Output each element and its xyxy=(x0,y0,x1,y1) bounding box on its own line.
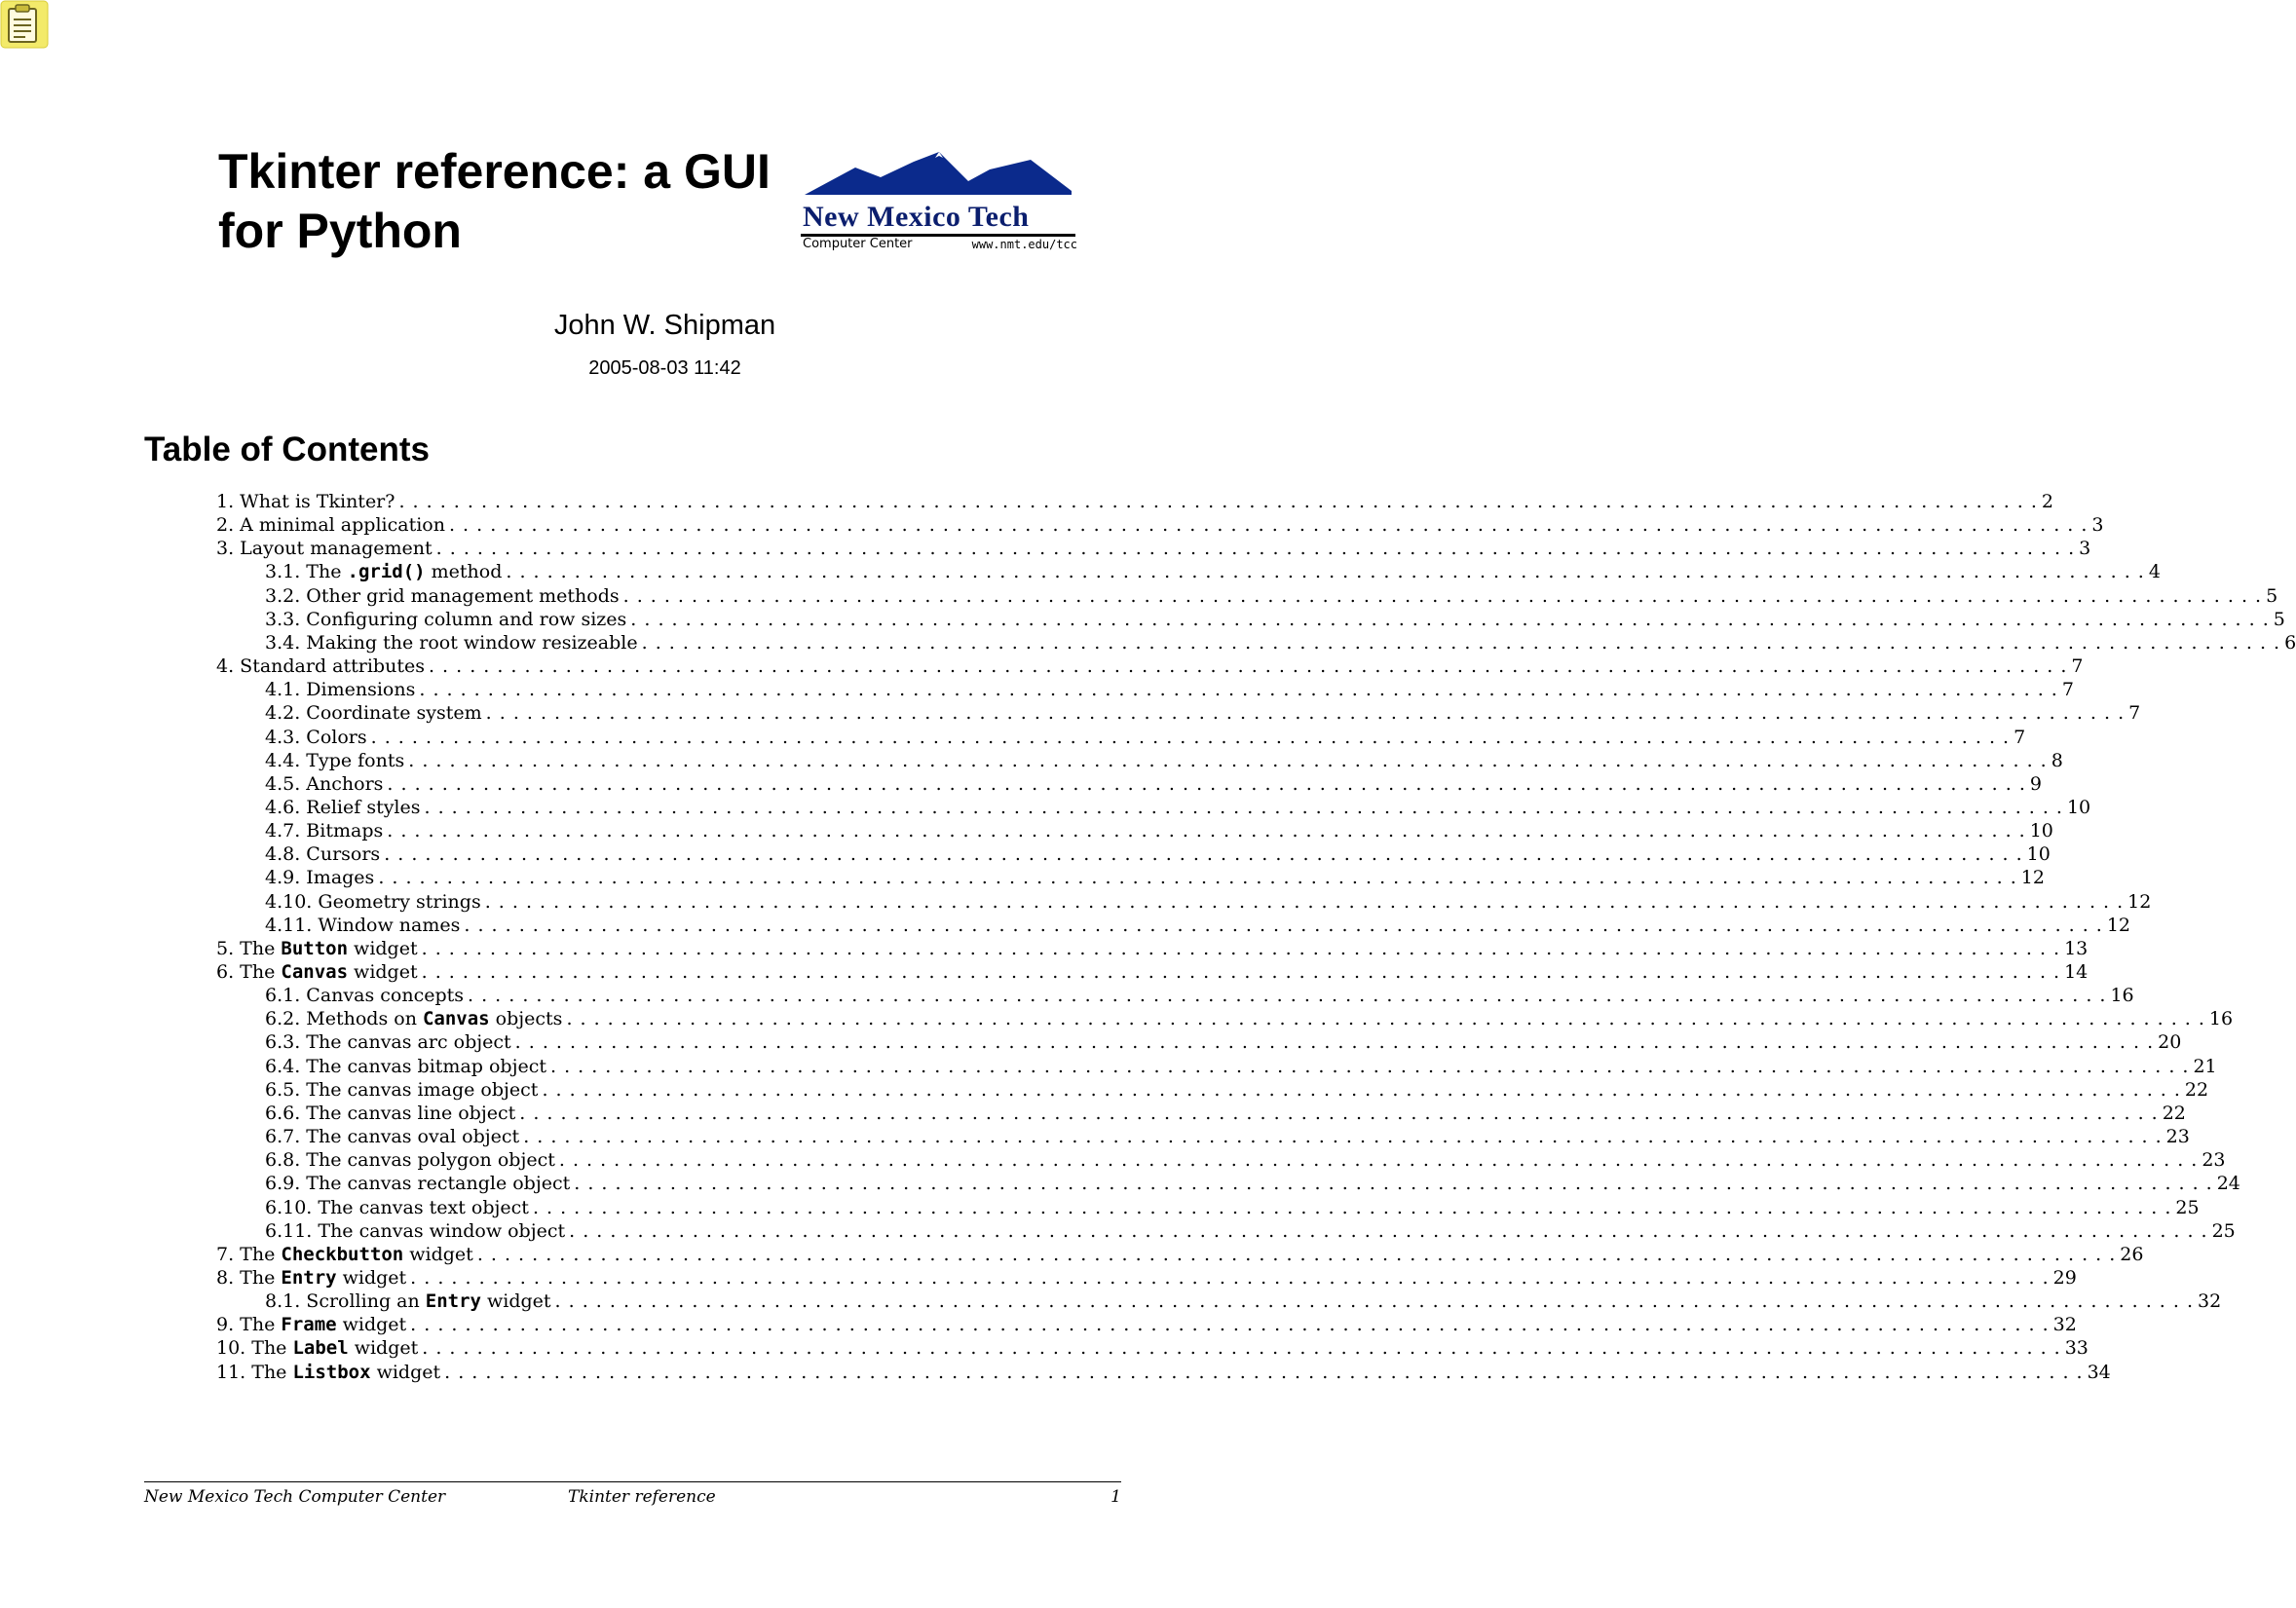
toc-entry-number: 4.6. xyxy=(265,797,307,818)
toc-entry-label xyxy=(216,1361,440,1384)
toc-entry-text: The xyxy=(306,561,348,582)
footer-divider xyxy=(144,1481,1121,1482)
toc-page-number: 23 xyxy=(2202,1149,2226,1171)
toc-entry-text: Standard attributes xyxy=(240,655,425,677)
toc-entry[interactable] xyxy=(265,608,2285,631)
toc-entry-number: 3. xyxy=(216,538,241,559)
toc-entry[interactable] xyxy=(265,772,2042,796)
nmt-logo xyxy=(797,152,1079,253)
toc-entry-text: Making the root window resizeable xyxy=(306,632,638,654)
toc-page-number: 12 xyxy=(2127,891,2152,913)
toc-entry[interactable] xyxy=(265,1055,2217,1078)
toc-entry-label xyxy=(265,584,620,608)
title-line-1: Tkinter reference: a GUI xyxy=(218,144,771,199)
toc-entry-number: 4.4. xyxy=(265,750,307,771)
toc-leader-dots: . . . . . . . . . . . . . . . . . . . . . . . . . . . . . . . . . . . . . . . . . . . . . . . . . . . . . . . . . . . . . . . . . . . . . . . . . . . . . . . . . . . . . . . . . . . . . . . . . . . . . . . . . . . . . . . . . . . . . . . . xyxy=(370,727,2011,748)
toc-page-number: 7 xyxy=(2128,702,2141,724)
toc-entry[interactable] xyxy=(265,1030,2182,1054)
toc-leader-dots: . . . . . . . . . . . . . . . . . . . . . . . . . . . . . . . . . . . . . . . . . . . . . . . . . . . . . . . . . . . . . . . . . . . . . . . . . . . . . . . . . . . . . . . . . . . . . . . . . . . . . . . . . . . . . . . . . . . . . . . . xyxy=(378,867,2017,888)
toc-page-number: 23 xyxy=(2165,1126,2190,1147)
toc-entry-label xyxy=(265,726,367,749)
toc-entry-text: The canvas image object xyxy=(306,1079,539,1101)
toc-entry-text: Scrolling an xyxy=(306,1290,426,1312)
toc-leader-dots: . . . . . . . . . . . . . . . . . . . . . . . . . . . . . . . . . . . . . . . . . . . . . . . . . . . . . . . . . . . . . . . . . . . . . . . . . . . . . . . . . . . . . . . . . . . . . . . . . . . . . . . . . . . . . . . . . . . . . . . . xyxy=(435,538,2076,559)
toc-entry-text: widget xyxy=(480,1290,551,1312)
toc-page-number: 6 xyxy=(2284,632,2296,654)
toc-entry-label xyxy=(216,513,445,537)
toc-entry-text: The xyxy=(240,1244,282,1265)
toc-entry-text: The xyxy=(251,1362,293,1383)
toc-entry-number: 3.3. xyxy=(265,609,307,630)
toc-entry[interactable] xyxy=(265,631,2296,654)
toc-entry-number: 7. xyxy=(216,1244,241,1265)
toc-entry-number: 5. xyxy=(216,938,241,959)
toc-entry-text: Layout management xyxy=(240,538,433,559)
toc-entry-code: Label xyxy=(292,1337,349,1359)
toc-leader-dots: . . . . . . . . . . . . . . . . . . . . . . . . . . . . . . . . . . . . . . . . . . . . . . . . . . . . . . . . . . . . . . . . . . . . . . . . . . . . . . . . . . . . . . . . . . . . . . . . . . . . . . . . . . . . . . . . . . . . . . . . xyxy=(428,655,2068,677)
toc-entry[interactable] xyxy=(265,866,2045,889)
toc-page-number: 29 xyxy=(2052,1267,2077,1289)
toc-entry-label xyxy=(265,1219,565,1243)
toc-leader-dots: . . . . . . . . . . . . . . . . . . . . . . . . . . . . . . . . . . . . . . . . . . . . . . . . . . . . . . . . . . . . . . . . . . . . . . . . . . . . . . . . . . . . . . . . . . . . . . . . . . . . . . . . . . . . . . . . . . . . . . . . xyxy=(574,1173,2213,1194)
toc-entry-number: 6.9. xyxy=(265,1173,307,1194)
toc-entry[interactable] xyxy=(216,1361,2111,1384)
toc-leader-dots: . . . . . . . . . . . . . . . . . . . . . . . . . . . . . . . . . . . . . . . . . . . . . . . . . . . . . . . . . . . . . . . . . . . . . . . . . . . . . . . . . . . . . . . . . . . . . . . . . . . . . . . . . . . . . . . . . . . . . . . . xyxy=(464,915,2103,936)
toc-leader-dots: . . . . . . . . . . . . . . . . . . . . . . . . . . . . . . . . . . . . . . . . . . . . . . . . . . . . . . . . . . . . . . . . . . . . . . . . . . . . . . . . . . . . . . . . . . . . . . . . . . . . . . . . . . . . . . . . . . . . . . . . xyxy=(532,1197,2172,1218)
toc-page-number: 13 xyxy=(2064,938,2089,959)
toc-leader-dots: . . . . . . . . . . . . . . . . . . . . . . . . . . . . . . . . . . . . . . . . . . . . . . . . . . . . . . . . . . . . . . . . . . . . . . . . . . . . . . . . . . . . . . . . . . . . . . . . . . . . . . . . . . . . . . . . . . . . . . . . xyxy=(523,1126,2163,1147)
toc-entry[interactable] xyxy=(265,914,2131,937)
toc-entry-text: Bitmaps xyxy=(306,820,384,841)
toc-entry-label xyxy=(216,490,395,513)
toc-leader-dots: . . . . . . . . . . . . . . . . . . . . . . . . . . . . . . . . . . . . . . . . . . . . . . . . . . . . . . . . . . . . . . . . . . . . . . . . . . . . . . . . . . . . . . . . . . . . . . . . . . . . . . . . . . . . . . . . . . . . . . . . xyxy=(484,891,2125,913)
toc-entry-number: 6.1. xyxy=(265,985,307,1006)
toc-page-number: 14 xyxy=(2064,961,2089,983)
toc-entry-number: 3.2. xyxy=(265,585,307,607)
toc-entry-text: The canvas rectangle object xyxy=(306,1173,571,1194)
toc-leader-dots: . . . . . . . . . . . . . . . . . . . . . . . . . . . . . . . . . . . . . . . . . . . . . . . . . . . . . . . . . . . . . . . . . . . . . . . . . . . . . . . . . . . . . . . . . . . . . . . . . . . . . . . . . . . . . . . . . . . . . . . . xyxy=(384,843,2023,865)
toc-leader-dots: . . . . . . . . . . . . . . . . . . . . . . . . . . . . . . . . . . . . . . . . . . . . . . . . . . . . . . . . . . . . . . . . . . . . . . . . . . . . . . . . . . . . . . . . . . . . . . . . . . . . . . . . . . . . . . . . . . . . . . . . xyxy=(421,961,2061,983)
toc-entry-number: 6. xyxy=(216,961,241,983)
toc-entry-text: widget xyxy=(336,1267,407,1289)
toc-entry-number: 6.8. xyxy=(265,1149,307,1171)
toc-entry-label xyxy=(265,608,626,631)
title-line-2: for Python xyxy=(218,204,462,258)
toc-leader-dots: . . . . . . . . . . . . . . . . . . . . . . . . . . . . . . . . . . . . . . . . . . . . . . . . . . . . . . . . . . . . . . . . . . . . . . . . . . . . . . . . . . . . . . . . . . . . . . . . . . . . . . . . . . . . . . . . . . . . . . . . xyxy=(468,985,2107,1006)
toc-leader-dots: . . . . . . . . . . . . . . . . . . . . . . . . . . . . . . . . . . . . . . . . . . . . . . . . . . . . . . . . . . . . . . . . . . . . . . . . . . . . . . . . . . . . . . . . . . . . . . . . . . . . . . . . . . . . . . . . . . . . . . . . xyxy=(444,1362,2084,1383)
toc-entry-number: 4.8. xyxy=(265,843,307,865)
toc-entry[interactable] xyxy=(265,1148,2226,1172)
logo-name: New Mexico Tech xyxy=(803,201,1030,233)
toc-entry-number: 6.2. xyxy=(265,1008,307,1029)
toc-entry-code: Entry xyxy=(281,1267,337,1289)
toc-entry-label xyxy=(265,749,404,772)
toc-page-number: 22 xyxy=(2162,1103,2186,1124)
toc-entry-number: 3.1. xyxy=(265,561,307,582)
toc-page-number: 5 xyxy=(2266,585,2278,607)
toc-leader-dots: . . . . . . . . . . . . . . . . . . . . . . . . . . . . . . . . . . . . . . . . . . . . . . . . . . . . . . . . . . . . . . . . . . . . . . . . . . . . . . . . . . . . . . . . . . . . . . . . . . . . . . . . . . . . . . . . . . . . . . . . xyxy=(476,1244,2117,1265)
toc-entry[interactable] xyxy=(216,490,2054,513)
toc-entry-text: The xyxy=(251,1337,293,1359)
toc-page-number: 10 xyxy=(2026,843,2051,865)
toc-entry-label xyxy=(265,1007,562,1030)
footer-page-number: 1 xyxy=(1110,1487,1121,1507)
toc-page-number: 25 xyxy=(2211,1220,2236,1242)
toc-entry-number: 11. xyxy=(216,1362,252,1383)
toc-entry-label xyxy=(265,796,421,819)
toc-entry-text: Dimensions xyxy=(306,679,416,700)
toc-page-number: 2 xyxy=(2041,491,2054,512)
toc-leader-dots: . . . . . . . . . . . . . . . . . . . . . . . . . . . . . . . . . . . . . . . . . . . . . . . . . . . . . . . . . . . . . . . . . . . . . . . . . . . . . . . . . . . . . . . . . . . . . . . . . . . . . . . . . . . . . . . . . . . . . . . . xyxy=(641,632,2281,654)
toc-entry-label xyxy=(265,1172,570,1195)
toc-leader-dots: . . . . . . . . . . . . . . . . . . . . . . . . . . . . . . . . . . . . . . . . . . . . . . . . . . . . . . . . . . . . . . . . . . . . . . . . . . . . . . . . . . . . . . . . . . . . . . . . . . . . . . . . . . . . . . . . . . . . . . . . xyxy=(448,514,2089,536)
toc-entry-number: 4.10. xyxy=(265,891,319,913)
toc-entry-code: Button xyxy=(281,938,349,959)
toc-leader-dots: . . . . . . . . . . . . . . . . . . . . . . . . . . . . . . . . . . . . . . . . . . . . . . . . . . . . . . . . . . . . . . . . . . . . . . . . . . . . . . . . . . . . . . . . . . . . . . . . . . . . . . . . . . . . . . . . . . . . . . . . xyxy=(542,1079,2181,1101)
toc-entry-text: Type fonts xyxy=(306,750,405,771)
toc-entry-label xyxy=(265,772,383,796)
toc-entry-number: 4.11. xyxy=(265,915,319,936)
toc-entry-number: 6.3. xyxy=(265,1031,307,1053)
toc-entry-text: Methods on xyxy=(306,1008,423,1029)
publication-date: 2005-08-03 11:42 xyxy=(588,357,741,379)
toc-page-number: 21 xyxy=(2193,1056,2217,1077)
toc-entry[interactable] xyxy=(265,984,2134,1007)
toc-entry-label xyxy=(265,1078,538,1102)
toc-entry-number: 6.11. xyxy=(265,1220,319,1242)
toc-leader-dots: . . . . . . . . . . . . . . . . . . . . . . . . . . . . . . . . . . . . . . . . . . . . . . . . . . . . . . . . . . . . . . . . . . . . . . . . . . . . . . . . . . . . . . . . . . . . . . . . . . . . . . . . . . . . . . . . . . . . . . . . xyxy=(398,491,2038,512)
toc-entry-number: 4.1. xyxy=(265,679,307,700)
toc-entry-text: widget xyxy=(336,1314,407,1335)
toc-page-number: 3 xyxy=(2079,538,2091,559)
toc-entry-label xyxy=(216,937,418,960)
toc-entry-text: Images xyxy=(306,867,375,888)
toc-entry-label xyxy=(265,866,374,889)
toc-leader-dots: . . . . . . . . . . . . . . . . . . . . . . . . . . . . . . . . . . . . . . . . . . . . . . . . . . . . . . . . . . . . . . . . . . . . . . . . . . . . . . . . . . . . . . . . . . . . . . . . . . . . . . . . . . . . . . . . . . . . . . . . xyxy=(387,773,2026,795)
toc-entry-text: Canvas concepts xyxy=(306,985,465,1006)
toc-entry-text: Configuring column and row sizes xyxy=(306,609,627,630)
toc-entry-text: The canvas window object xyxy=(318,1220,566,1242)
toc-page-number: 34 xyxy=(2087,1362,2111,1383)
toc-page-number: 20 xyxy=(2158,1031,2182,1053)
toc-entry[interactable] xyxy=(216,537,2091,560)
toc-leader-dots: . . . . . . . . . . . . . . . . . . . . . . . . . . . . . . . . . . . . . . . . . . . . . . . . . . . . . . . . . . . . . . . . . . . . . . . . . . . . . . . . . . . . . . . . . . . . . . . . . . . . . . . . . . . . . . . . . . . . . . . . xyxy=(514,1031,2155,1053)
toc-entry[interactable] xyxy=(265,1007,2234,1030)
toc-entry-text: Window names xyxy=(318,915,461,936)
toc-page-number: 33 xyxy=(2064,1337,2089,1359)
toc-page-number: 9 xyxy=(2029,773,2042,795)
toc-entry[interactable] xyxy=(265,560,2161,583)
toc-entry-number: 4.3. xyxy=(265,727,307,748)
toc-entry-text: The canvas polygon object xyxy=(306,1149,555,1171)
toc-entry-label xyxy=(265,1102,515,1125)
toc-page-number: 16 xyxy=(2110,985,2134,1006)
toc-entry-text: The xyxy=(240,961,282,983)
toc-entry[interactable] xyxy=(265,1125,2190,1148)
toc-entry-number: 6.10. xyxy=(265,1197,319,1218)
toc-entry-text: widget xyxy=(403,1244,473,1265)
toc-entry-text: What is Tkinter? xyxy=(240,491,395,512)
toc-entry-number: 1. xyxy=(216,491,241,512)
toc-page-number: 12 xyxy=(2020,867,2045,888)
toc-entry-text: method xyxy=(425,561,503,582)
toc-leader-dots: . . . . . . . . . . . . . . . . . . . . . . . . . . . . . . . . . . . . . . . . . . . . . . . . . . . . . . . . . . . . . . . . . . . . . . . . . . . . . . . . . . . . . . . . . . . . . . . . . . . . . . . . . . . . . . . . . . . . . . . . xyxy=(485,702,2126,724)
toc-page-number: 16 xyxy=(2208,1008,2234,1029)
toc-entry-text: The canvas line object xyxy=(306,1103,516,1124)
toc-entry[interactable] xyxy=(265,701,2141,725)
toc-entry-text: Other grid management methods xyxy=(306,585,620,607)
toc-entry[interactable] xyxy=(265,1219,2236,1243)
toc-leader-dots: . . . . . . . . . . . . . . . . . . . . . . . . . . . . . . . . . . . . . . . . . . . . . . . . . . . . . . . . . . . . . . . . . . . . . . . . . . . . . . . . . . . . . . . . . . . . . . . . . . . . . . . . . . . . . . . . . . . . . . . . xyxy=(558,1149,2199,1171)
toc-entry-label xyxy=(265,1290,551,1313)
toc-entry-text: widget xyxy=(348,938,418,959)
toc-page-number: 32 xyxy=(2198,1290,2222,1312)
toc-entry-text: Cursors xyxy=(306,843,381,865)
toc-entry-number: 8.1. xyxy=(265,1290,307,1312)
toc-leader-dots: . . . . . . . . . . . . . . . . . . . . . . . . . . . . . . . . . . . . . . . . . . . . . . . . . . . . . . . . . . . . . . . . . . . . . . . . . . . . . . . . . . . . . . . . . . . . . . . . . . . . . . . . . . . . . . . . . . . . . . . . xyxy=(569,1220,2208,1242)
toc-leader-dots: . . . . . . . . . . . . . . . . . . . . . . . . . . . . . . . . . . . . . . . . . . . . . . . . . . . . . . . . . . . . . . . . . . . . . . . . . . . . . . . . . . . . . . . . . . . . . . . . . . . . . . . . . . . . . . . . . . . . . . . . xyxy=(424,797,2063,818)
toc-entry[interactable] xyxy=(265,890,2152,914)
toc-entry-label xyxy=(216,960,418,984)
toc-entry-label xyxy=(265,631,638,654)
toc-entry-text: The canvas oval object xyxy=(306,1126,520,1147)
toc-entry-text: Colors xyxy=(306,727,367,748)
toc-entry-number: 6.7. xyxy=(265,1126,307,1147)
toc-leader-dots: . . . . . . . . . . . . . . . . . . . . . . . . . . . . . . . . . . . . . . . . . . . . . . . . . . . . . . . . . . . . . . . . . . . . . . . . . . . . . . . . . . . . . . . . . . . . . . . . . . . . . . . . . . . . . . . . . . . . . . . . xyxy=(622,585,2263,607)
toc-entry-text: The xyxy=(240,1314,282,1335)
toc-entry-number: 4.2. xyxy=(265,702,307,724)
toc-entry-label xyxy=(216,1336,418,1360)
toc-page-number: 25 xyxy=(2175,1197,2200,1218)
toc-entry-number: 6.5. xyxy=(265,1079,307,1101)
toc-entry-number: 2. xyxy=(216,514,241,536)
toc-entry-text: objects xyxy=(489,1008,563,1029)
toc-entry-number: 4. xyxy=(216,655,241,677)
toc-entry[interactable] xyxy=(216,654,2084,678)
toc-leader-dots: . . . . . . . . . . . . . . . . . . . . . . . . . . . . . . . . . . . . . . . . . . . . . . . . . . . . . . . . . . . . . . . . . . . . . . . . . . . . . . . . . . . . . . . . . . . . . . . . . . . . . . . . . . . . . . . . . . . . . . . . xyxy=(410,1314,2050,1335)
toc-entry-label xyxy=(265,1055,546,1078)
toc-entry-label xyxy=(265,842,380,866)
toc-entry-text: Geometry strings xyxy=(318,891,481,913)
toc-page-number: 10 xyxy=(2066,797,2091,818)
toc-page-number: 4 xyxy=(2148,561,2161,582)
toc-entry-label xyxy=(216,1266,406,1290)
toc-entry-label xyxy=(265,984,464,1007)
toc-entry-text: The xyxy=(240,1267,282,1289)
author: John W. Shipman xyxy=(553,310,776,341)
toc-entry-code: Frame xyxy=(281,1314,337,1335)
footer-organization: New Mexico Tech Computer Center xyxy=(144,1487,446,1507)
toc-leader-dots: . . . . . . . . . . . . . . . . . . . . . . . . . . . . . . . . . . . . . . . . . . . . . . . . . . . . . . . . . . . . . . . . . . . . . . . . . . . . . . . . . . . . . . . . . . . . . . . . . . . . . . . . . . . . . . . . . . . . . . . . xyxy=(519,1103,2159,1124)
toc-leader-dots: . . . . . . . . . . . . . . . . . . . . . . . . . . . . . . . . . . . . . . . . . . . . . . . . . . . . . . . . . . . . . . . . . . . . . . . . . . . . . . . . . . . . . . . . . . . . . . . . . . . . . . . . . . . . . . . . . . . . . . . . xyxy=(387,820,2026,841)
toc-entry-text: Coordinate system xyxy=(306,702,482,724)
toc-entry[interactable] xyxy=(265,584,2278,608)
toc-page-number: 5 xyxy=(2273,609,2285,630)
toc-entry-label xyxy=(216,537,433,560)
toc-entry-text: widget xyxy=(348,1337,419,1359)
toc-entry[interactable] xyxy=(265,796,2091,819)
toc-page-number: 7 xyxy=(2071,655,2084,677)
footer-document-title: Tkinter reference xyxy=(568,1487,716,1507)
toc-entry-code: Entry xyxy=(425,1290,481,1312)
toc-leader-dots: . . . . . . . . . . . . . . . . . . . . . . . . . . . . . . . . . . . . . . . . . . . . . . . . . . . . . . . . . . . . . . . . . . . . . . . . . . . . . . . . . . . . . . . . . . . . . . . . . . . . . . . . . . . . . . . . . . . . . . . . xyxy=(566,1008,2205,1029)
toc-entry-text: The canvas arc object xyxy=(306,1031,511,1053)
toc-entry-label xyxy=(216,1313,406,1336)
toc-page-number: 3 xyxy=(2091,514,2104,536)
toc-entry[interactable] xyxy=(265,1172,2240,1195)
toc-entry-label xyxy=(216,1243,473,1266)
toc-leader-dots: . . . . . . . . . . . . . . . . . . . . . . . . . . . . . . . . . . . . . . . . . . . . . . . . . . . . . . . . . . . . . . . . . . . . . . . . . . . . . . . . . . . . . . . . . . . . . . . . . . . . . . . . . . . . . . . . . . . . . . . . xyxy=(410,1267,2050,1289)
toc-entry[interactable] xyxy=(216,1336,2089,1360)
sticky-note-icon[interactable] xyxy=(0,0,49,49)
toc-entry-number: 4.7. xyxy=(265,820,307,841)
toc-entry[interactable] xyxy=(265,1078,2209,1102)
toc-entry[interactable] xyxy=(265,819,2053,842)
toc-leader-dots: . . . . . . . . . . . . . . . . . . . . . . . . . . . . . . . . . . . . . . . . . . . . . . . . . . . . . . . . . . . . . . . . . . . . . . . . . . . . . . . . . . . . . . . . . . . . . . . . . . . . . . . . . . . . . . . . . . . . . . . . xyxy=(419,679,2058,700)
mountain-logo-icon xyxy=(805,152,1072,201)
toc-heading: Table of Contents xyxy=(144,430,430,468)
toc-entry-number: 6.6. xyxy=(265,1103,307,1124)
toc-entry-text: A minimal application xyxy=(240,514,445,536)
toc-entry-label xyxy=(265,678,415,701)
toc-entry-label xyxy=(265,560,502,583)
toc-page-number: 26 xyxy=(2120,1244,2144,1265)
toc-entry-label xyxy=(265,914,460,937)
document-title xyxy=(218,142,803,261)
toc-entry-label xyxy=(265,1148,555,1172)
toc-leader-dots: . . . . . . . . . . . . . . . . . . . . . . . . . . . . . . . . . . . . . . . . . . . . . . . . . . . . . . . . . . . . . . . . . . . . . . . . . . . . . . . . . . . . . . . . . . . . . . . . . . . . . . . . . . . . . . . . . . . . . . . . xyxy=(506,561,2145,582)
toc-leader-dots: . . . . . . . . . . . . . . . . . . . . . . . . . . . . . . . . . . . . . . . . . . . . . . . . . . . . . . . . . . . . . . . . . . . . . . . . . . . . . . . . . . . . . . . . . . . . . . . . . . . . . . . . . . . . . . . . . . . . . . . . xyxy=(549,1056,2190,1077)
toc-entry-text: The xyxy=(240,938,282,959)
logo-url: www.nmt.edu/tcc xyxy=(971,238,1077,251)
toc-entry-label xyxy=(265,1196,529,1219)
toc-page-number: 32 xyxy=(2052,1314,2077,1335)
toc-entry-text: Relief styles xyxy=(306,797,421,818)
toc-entry-number: 4.5. xyxy=(265,773,307,795)
logo-subtitle: Computer Center xyxy=(803,237,913,251)
toc-leader-dots: . . . . . . . . . . . . . . . . . . . . . . . . . . . . . . . . . . . . . . . . . . . . . . . . . . . . . . . . . . . . . . . . . . . . . . . . . . . . . . . . . . . . . . . . . . . . . . . . . . . . . . . . . . . . . . . . . . . . . . . . xyxy=(408,750,2048,771)
toc-page-number: 10 xyxy=(2029,820,2053,841)
toc-leader-dots: . . . . . . . . . . . . . . . . . . . . . . . . . . . . . . . . . . . . . . . . . . . . . . . . . . . . . . . . . . . . . . . . . . . . . . . . . . . . . . . . . . . . . . . . . . . . . . . . . . . . . . . . . . . . . . . . . . . . . . . . xyxy=(630,609,2270,630)
toc-page-number: 8 xyxy=(2051,750,2063,771)
toc-entry-label xyxy=(216,654,425,678)
toc-entry[interactable] xyxy=(216,1266,2077,1290)
toc-leader-dots: . . . . . . . . . . . . . . . . . . . . . . . . . . . . . . . . . . . . . . . . . . . . . . . . . . . . . . . . . . . . . . . . . . . . . . . . . . . . . . . . . . . . . . . . . . . . . . . . . . . . . . . . . . . . . . . . . . . . . . . . xyxy=(421,938,2061,959)
toc-entry[interactable] xyxy=(216,1313,2077,1336)
toc-entry-code: Canvas xyxy=(281,961,349,983)
toc-entry-label xyxy=(265,1030,511,1054)
toc-entry[interactable] xyxy=(216,513,2104,537)
toc-leader-dots: . . . . . . . . . . . . . . . . . . . . . . . . . . . . . . . . . . . . . . . . . . . . . . . . . . . . . . . . . . . . . . . . . . . . . . . . . . . . . . . . . . . . . . . . . . . . . . . . . . . . . . . . . . . . . . . . . . . . . . . . xyxy=(422,1337,2061,1359)
toc-entry-label xyxy=(265,1125,519,1148)
toc-page-number: 24 xyxy=(2216,1173,2240,1194)
toc-entry-number: 4.9. xyxy=(265,867,307,888)
toc-entry[interactable] xyxy=(265,726,2026,749)
toc-entry-number: 10. xyxy=(216,1337,252,1359)
toc-page-number: 12 xyxy=(2106,915,2131,936)
toc-entry[interactable] xyxy=(265,749,2063,772)
toc-entry-number: 6.4. xyxy=(265,1056,307,1077)
toc-entry-text: widget xyxy=(348,961,418,983)
toc-entry-text: The canvas bitmap object xyxy=(306,1056,546,1077)
toc-entry-label xyxy=(265,819,383,842)
toc-page-number: 22 xyxy=(2184,1079,2209,1101)
toc-entry-label xyxy=(265,701,482,725)
toc-entry[interactable] xyxy=(216,1243,2144,1266)
toc-entry-number: 8. xyxy=(216,1267,241,1289)
toc-entry-text: The canvas text object xyxy=(318,1197,529,1218)
toc-entry[interactable] xyxy=(265,1290,2222,1313)
toc-entry-code: Canvas xyxy=(422,1008,490,1029)
toc-entry[interactable] xyxy=(265,678,2074,701)
toc-entry[interactable] xyxy=(265,842,2051,866)
toc-page-number: 7 xyxy=(2014,727,2026,748)
toc-entry-text: widget xyxy=(370,1362,441,1383)
toc-entry-code: Listbox xyxy=(292,1362,371,1383)
toc-entry-label xyxy=(265,890,481,914)
toc-entry-text: Anchors xyxy=(306,773,384,795)
toc-entry-number: 3.4. xyxy=(265,632,307,654)
toc-leader-dots: . . . . . . . . . . . . . . . . . . . . . . . . . . . . . . . . . . . . . . . . . . . . . . . . . . . . . . . . . . . . . . . . . . . . . . . . . . . . . . . . . . . . . . . . . . . . . . . . . . . . . . . . . . . . . . . . . . . . . . . . xyxy=(554,1290,2194,1312)
toc-entry-code: .grid() xyxy=(347,561,426,582)
toc-entry[interactable] xyxy=(265,1196,2200,1219)
toc-entry-number: 9. xyxy=(216,1314,241,1335)
toc-entry[interactable] xyxy=(216,937,2089,960)
toc-entry[interactable] xyxy=(265,1102,2186,1125)
toc-entry[interactable] xyxy=(216,960,2089,984)
toc-page-number: 7 xyxy=(2061,679,2074,700)
toc-entry-code: Checkbutton xyxy=(281,1244,404,1265)
